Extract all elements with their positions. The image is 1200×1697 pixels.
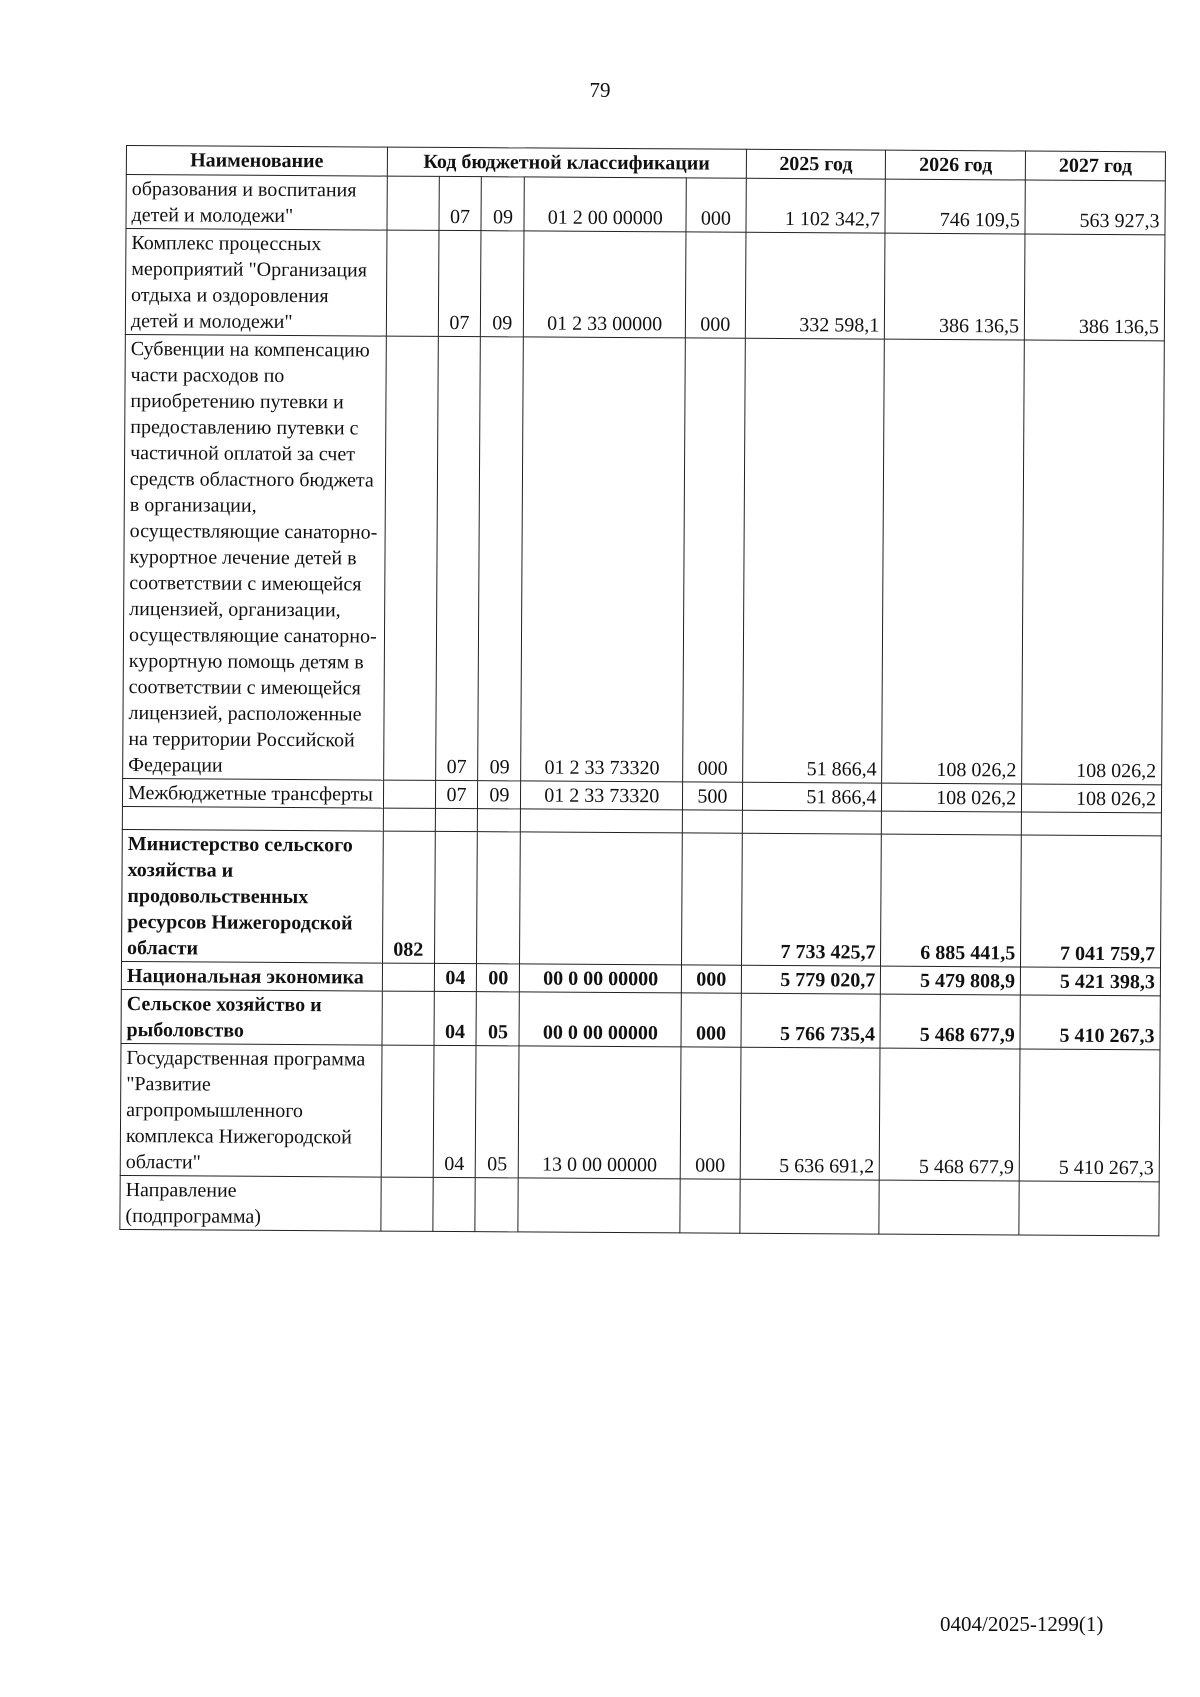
row-name: Направление (подпрограмма) [120, 1175, 381, 1231]
row-name: Государственная программа "Развитие агропромышленного комплекса Нижегородской области" [120, 1043, 382, 1177]
row-rz [434, 831, 478, 963]
row-vr: 000 [686, 232, 746, 338]
header-name: Наименование [126, 146, 387, 177]
table-row [125, 229, 1165, 341]
table-row [126, 175, 1165, 235]
row-value-2025: 5 779 020,7 [741, 965, 881, 994]
row-vr: 000 [681, 993, 741, 1047]
header-2025: 2025 год [746, 149, 886, 179]
row-vr [682, 833, 742, 965]
row-rz: 04 [434, 963, 477, 991]
row-csr: 00 0 00 00000 [519, 992, 681, 1047]
row-csr: 01 2 33 00000 [524, 231, 686, 338]
row-csr [520, 832, 683, 965]
row-csr: 01 2 33 73320 [521, 781, 683, 810]
row-rz: 07 [438, 230, 482, 336]
row-ved [383, 780, 435, 808]
row-rz: 07 [435, 780, 478, 808]
row-name: Субвенции на компенсацию части расходов по приобретению путевки и предоставлению путевки с частичной оплатой за счет средств областного бюджета в организации, осуществляющие санаторно-курортное лечение детей в соответствии с имеющейся лицензией, организации, осуществляющие санаторно-курортную помощь детям в соответствии с имеющейся лицензией, расположенные на территории Российской Федерации [123, 334, 387, 780]
page-number: 79 [589, 78, 611, 102]
row-pr: 09 [481, 177, 524, 231]
row-csr: 13 0 00 00000 [519, 1046, 682, 1179]
row-rz: 07 [439, 176, 482, 230]
row-pr: 09 [481, 231, 525, 337]
row-ved [382, 991, 434, 1045]
row-ved [382, 963, 434, 991]
row-vr [680, 1179, 740, 1233]
row-name: Сельское хозяйство и рыболовство [121, 989, 382, 1045]
row-value-2026: 108 026,2 [882, 783, 1022, 812]
row-value-2026: 5 468 677,9 [880, 1048, 1021, 1181]
document-id: 0404/2025-1299(1) [940, 1612, 1104, 1636]
table-row [120, 1043, 1160, 1181]
row-value-2027: 7 041 759,7 [1021, 835, 1162, 968]
row-csr: 01 2 00 00000 [524, 177, 686, 232]
row-pr [475, 1178, 518, 1232]
row-name: Межбюджетные трансферты [122, 778, 383, 808]
row-vr: 000 [680, 1047, 740, 1179]
row-value-2027: 108 026,2 [1022, 784, 1162, 813]
row-value-2026: 386 136,5 [885, 233, 1025, 340]
row-name: образования и воспитания детей и молодежи" [126, 175, 387, 231]
budget-table [119, 145, 1166, 1236]
row-csr: 00 0 00 00000 [520, 964, 682, 993]
row-pr: 05 [476, 1046, 520, 1178]
row-rz [432, 1177, 475, 1231]
row-vr: 000 [682, 965, 742, 993]
row-pr: 00 [477, 964, 520, 992]
row-ved [387, 176, 439, 230]
row-pr: 05 [476, 992, 519, 1046]
row-name: Министерство сельского хозяйства и продовольственных ресурсов Нижегородской области [122, 829, 384, 963]
row-rz: 04 [434, 991, 477, 1045]
row-value-2026: 5 468 677,9 [880, 994, 1020, 1049]
table-row [120, 1175, 1159, 1235]
row-value-2026: 5 479 808,9 [881, 966, 1021, 995]
row-value-2025: 5 636 691,2 [740, 1047, 881, 1180]
header-2027: 2027 год [1025, 151, 1165, 181]
row-ved [381, 1177, 433, 1231]
row-pr [477, 832, 521, 964]
header-code: Код бюджетной классификации [387, 147, 746, 178]
row-ved: 082 [382, 831, 435, 963]
row-value-2026: 6 885 441,5 [881, 834, 1022, 967]
row-value-2026: 108 026,2 [882, 339, 1024, 784]
row-value-2026: 746 109,5 [885, 179, 1025, 234]
row-value-2025 [740, 1179, 880, 1234]
row-value-2025: 332 598,1 [745, 232, 885, 339]
header-2026: 2026 год [886, 150, 1026, 180]
row-value-2027: 563 927,3 [1025, 180, 1165, 235]
row-value-2025: 5 766 735,4 [741, 993, 881, 1048]
row-name: Национальная экономика [121, 961, 382, 991]
row-value-2027: 5 410 267,3 [1019, 1049, 1160, 1182]
row-csr [518, 1178, 680, 1233]
row-name: Комплекс процессных мероприятий "Организация отдыха и оздоровления детей и молодежи" [125, 229, 386, 337]
row-value-2027: 5 421 398,3 [1020, 967, 1160, 996]
row-value-2027: 5 410 267,3 [1020, 995, 1160, 1050]
row-rz: 04 [433, 1045, 477, 1177]
row-rz: 07 [435, 336, 481, 780]
row-value-2025: 51 866,4 [742, 338, 884, 783]
row-value-2026 [879, 1180, 1019, 1235]
row-value-2025: 1 102 342,7 [746, 178, 886, 233]
row-pr: 09 [478, 337, 524, 781]
row-csr: 01 2 33 73320 [521, 337, 685, 782]
row-pr: 09 [478, 781, 521, 809]
table-row [123, 334, 1165, 784]
row-value-2027 [1019, 1181, 1159, 1236]
table-row [121, 989, 1160, 1049]
table-row [122, 829, 1162, 967]
row-ved [381, 1045, 434, 1177]
row-value-2027: 386 136,5 [1024, 234, 1164, 341]
row-ved [386, 230, 438, 336]
row-vr: 000 [683, 338, 745, 782]
row-vr: 000 [686, 178, 746, 232]
row-value-2025: 51 866,4 [742, 782, 882, 811]
row-value-2027: 108 026,2 [1022, 340, 1165, 785]
row-vr: 500 [683, 782, 743, 810]
row-ved [383, 336, 437, 780]
row-value-2025: 7 733 425,7 [741, 833, 882, 966]
